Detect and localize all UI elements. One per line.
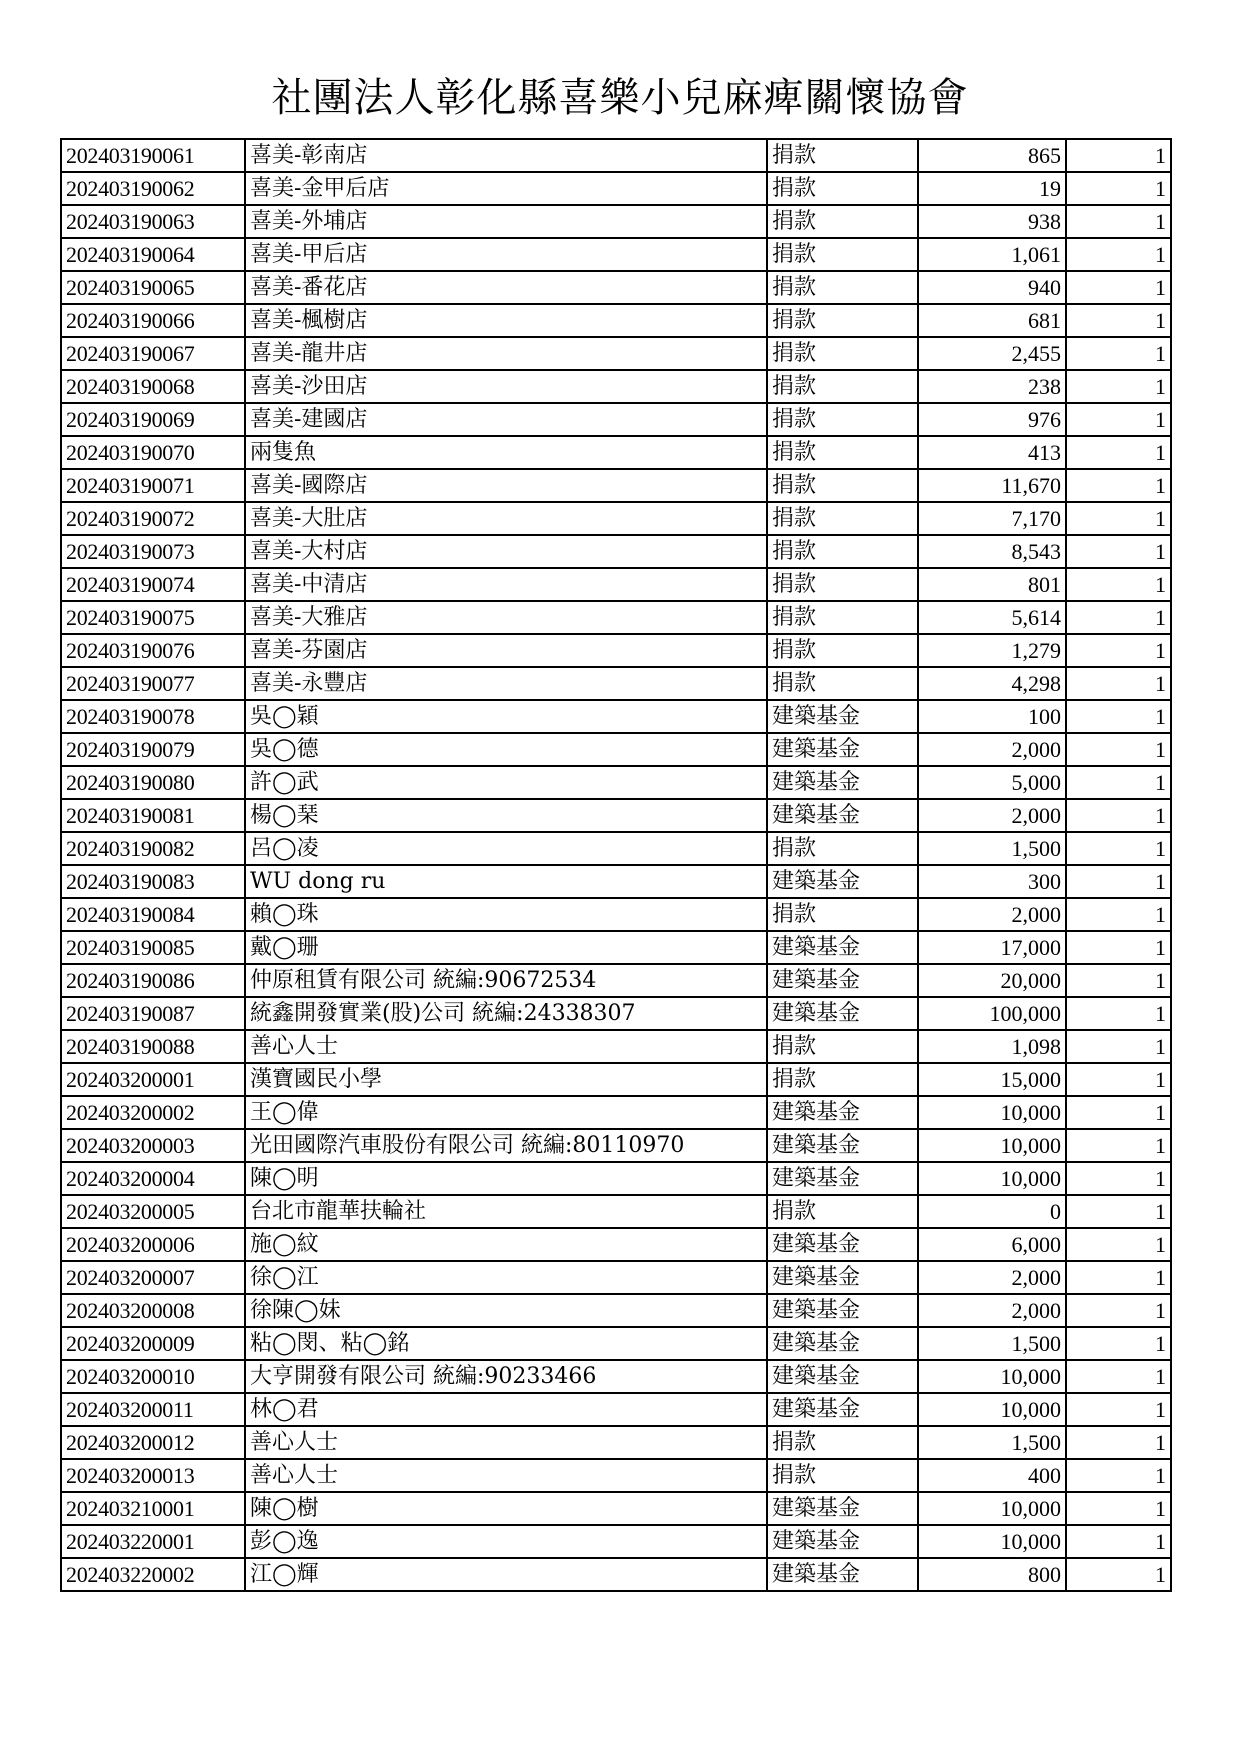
donation-type: 捐款 [767, 403, 918, 436]
table-row [61, 205, 1171, 238]
donation-amount: 413 [918, 436, 1066, 469]
donor-name: 彭◯逸 [245, 1525, 767, 1558]
receipt-number: 202403200004 [61, 1162, 245, 1195]
receipt-number: 202403190085 [61, 931, 245, 964]
donation-amount: 10,000 [918, 1096, 1066, 1129]
donation-type: 建築基金 [767, 1129, 918, 1162]
donation-type: 捐款 [767, 469, 918, 502]
donation-quantity: 1 [1066, 832, 1171, 865]
receipt-number: 202403190075 [61, 601, 245, 634]
donation-type: 捐款 [767, 1195, 918, 1228]
donation-type: 捐款 [767, 535, 918, 568]
receipt-number: 202403220002 [61, 1558, 245, 1591]
donation-type: 捐款 [767, 634, 918, 667]
donation-type: 建築基金 [767, 1558, 918, 1591]
donation-type: 捐款 [767, 271, 918, 304]
donation-quantity: 1 [1066, 1063, 1171, 1096]
donation-type: 建築基金 [767, 865, 918, 898]
donation-quantity: 1 [1066, 1030, 1171, 1063]
table-row [61, 799, 1171, 832]
donation-quantity: 1 [1066, 700, 1171, 733]
donor-name: 粘◯閔、粘◯銘 [245, 1327, 767, 1360]
donation-quantity: 1 [1066, 1558, 1171, 1591]
donation-quantity: 1 [1066, 634, 1171, 667]
donor-name: 楊◯琹 [245, 799, 767, 832]
donation-type: 建築基金 [767, 1327, 918, 1360]
donation-type: 建築基金 [767, 1294, 918, 1327]
donation-type: 捐款 [767, 172, 918, 205]
donation-quantity: 1 [1066, 568, 1171, 601]
table-row [61, 931, 1171, 964]
donation-amount: 10,000 [918, 1393, 1066, 1426]
donation-amount: 6,000 [918, 1228, 1066, 1261]
donor-name: 善心人士 [245, 1030, 767, 1063]
donation-quantity: 1 [1066, 1492, 1171, 1525]
donation-quantity: 1 [1066, 766, 1171, 799]
donor-name: 許◯武 [245, 766, 767, 799]
donor-name: 喜美-國際店 [245, 469, 767, 502]
donation-quantity: 1 [1066, 1228, 1171, 1261]
donation-quantity: 1 [1066, 469, 1171, 502]
receipt-number: 202403200008 [61, 1294, 245, 1327]
donor-name: 大亨開發有限公司 統編:90233466 [245, 1360, 767, 1393]
receipt-number: 202403200010 [61, 1360, 245, 1393]
donation-amount: 20,000 [918, 964, 1066, 997]
donation-type: 建築基金 [767, 1492, 918, 1525]
donor-name: 喜美-番花店 [245, 271, 767, 304]
donation-quantity: 1 [1066, 964, 1171, 997]
donor-name: 施◯紋 [245, 1228, 767, 1261]
donation-table [60, 138, 1172, 1592]
donation-amount: 17,000 [918, 931, 1066, 964]
receipt-number: 202403190083 [61, 865, 245, 898]
donation-amount: 1,500 [918, 1327, 1066, 1360]
donation-amount: 8,543 [918, 535, 1066, 568]
receipt-number: 202403190068 [61, 370, 245, 403]
donor-name: 喜美-金甲后店 [245, 172, 767, 205]
receipt-number: 202403200006 [61, 1228, 245, 1261]
table-row [61, 337, 1171, 370]
donation-type: 建築基金 [767, 997, 918, 1030]
donation-amount: 238 [918, 370, 1066, 403]
donation-amount: 10,000 [918, 1492, 1066, 1525]
donation-type: 建築基金 [767, 766, 918, 799]
donor-name: 陳◯樹 [245, 1492, 767, 1525]
donor-name: 台北市龍華扶輪社 [245, 1195, 767, 1228]
donor-name: 喜美-龍井店 [245, 337, 767, 370]
donation-type: 建築基金 [767, 733, 918, 766]
table-row [61, 634, 1171, 667]
donation-type: 捐款 [767, 1426, 918, 1459]
donation-amount: 5,614 [918, 601, 1066, 634]
table-row [61, 1360, 1171, 1393]
table-row [61, 1426, 1171, 1459]
donor-name: 戴◯珊 [245, 931, 767, 964]
table-row [61, 1525, 1171, 1558]
donor-name: 呂◯凌 [245, 832, 767, 865]
donor-name: 徐◯江 [245, 1261, 767, 1294]
donation-type: 建築基金 [767, 1393, 918, 1426]
donor-name: 王◯偉 [245, 1096, 767, 1129]
page-title: 社團法人彰化縣喜樂小兒麻痺關懷協會 [271, 75, 969, 121]
donation-quantity: 1 [1066, 1327, 1171, 1360]
donor-name: 兩隻魚 [245, 436, 767, 469]
table-row [61, 1393, 1171, 1426]
table-row [61, 1261, 1171, 1294]
table-row [61, 1129, 1171, 1162]
donor-name: WU dong ru [245, 865, 767, 898]
receipt-number: 202403200007 [61, 1261, 245, 1294]
donor-name: 喜美-楓樹店 [245, 304, 767, 337]
donation-quantity: 1 [1066, 733, 1171, 766]
table-row [61, 469, 1171, 502]
receipt-number: 202403190067 [61, 337, 245, 370]
receipt-number: 202403200003 [61, 1129, 245, 1162]
donation-amount: 2,000 [918, 733, 1066, 766]
receipt-number: 202403200001 [61, 1063, 245, 1096]
donation-amount: 2,000 [918, 1294, 1066, 1327]
donation-amount: 2,000 [918, 898, 1066, 931]
receipt-number: 202403190076 [61, 634, 245, 667]
donor-name: 統鑫開發實業(股)公司 統編:24338307 [245, 997, 767, 1030]
table-row [61, 1162, 1171, 1195]
table-row [61, 766, 1171, 799]
receipt-number: 202403190072 [61, 502, 245, 535]
table-row [61, 832, 1171, 865]
receipt-number: 202403200009 [61, 1327, 245, 1360]
donation-amount: 7,170 [918, 502, 1066, 535]
donation-type: 建築基金 [767, 799, 918, 832]
table-row [61, 403, 1171, 436]
donor-name: 喜美-芬園店 [245, 634, 767, 667]
receipt-number: 202403190082 [61, 832, 245, 865]
table-row [61, 436, 1171, 469]
table-row [61, 535, 1171, 568]
donation-type: 捐款 [767, 1030, 918, 1063]
donation-amount: 300 [918, 865, 1066, 898]
donation-type: 建築基金 [767, 1096, 918, 1129]
donor-name: 喜美-甲后店 [245, 238, 767, 271]
donor-name: 徐陳◯妹 [245, 1294, 767, 1327]
donation-type: 捐款 [767, 139, 918, 172]
table-row [61, 964, 1171, 997]
donation-quantity: 1 [1066, 931, 1171, 964]
donation-quantity: 1 [1066, 1096, 1171, 1129]
donation-type: 捐款 [767, 436, 918, 469]
table-row [61, 1228, 1171, 1261]
table-row [61, 898, 1171, 931]
table-row [61, 700, 1171, 733]
donation-quantity: 1 [1066, 1195, 1171, 1228]
donation-amount: 1,098 [918, 1030, 1066, 1063]
receipt-number: 202403190084 [61, 898, 245, 931]
table-row [61, 865, 1171, 898]
donation-type: 建築基金 [767, 931, 918, 964]
donation-type: 捐款 [767, 667, 918, 700]
receipt-number: 202403190065 [61, 271, 245, 304]
donation-amount: 801 [918, 568, 1066, 601]
donation-type: 捐款 [767, 304, 918, 337]
donor-name: 江◯輝 [245, 1558, 767, 1591]
donation-quantity: 1 [1066, 1426, 1171, 1459]
donor-name: 陳◯明 [245, 1162, 767, 1195]
donation-type: 建築基金 [767, 1162, 918, 1195]
donation-type: 捐款 [767, 205, 918, 238]
table-row [61, 304, 1171, 337]
donation-quantity: 1 [1066, 403, 1171, 436]
donor-name: 喜美-大肚店 [245, 502, 767, 535]
donation-amount: 865 [918, 139, 1066, 172]
table-row [61, 1459, 1171, 1492]
donation-quantity: 1 [1066, 139, 1171, 172]
donation-amount: 938 [918, 205, 1066, 238]
donation-amount: 4,298 [918, 667, 1066, 700]
donation-quantity: 1 [1066, 205, 1171, 238]
donation-type: 捐款 [767, 502, 918, 535]
receipt-number: 202403190081 [61, 799, 245, 832]
receipt-number: 202403200011 [61, 1393, 245, 1426]
donation-quantity: 1 [1066, 865, 1171, 898]
donation-quantity: 1 [1066, 1459, 1171, 1492]
receipt-number: 202403210001 [61, 1492, 245, 1525]
donation-amount: 1,500 [918, 1426, 1066, 1459]
donor-name: 善心人士 [245, 1459, 767, 1492]
donation-type: 建築基金 [767, 1360, 918, 1393]
donor-name: 喜美-大村店 [245, 535, 767, 568]
donation-amount: 976 [918, 403, 1066, 436]
receipt-number: 202403190074 [61, 568, 245, 601]
receipt-number: 202403190061 [61, 139, 245, 172]
receipt-number: 202403190062 [61, 172, 245, 205]
table-row [61, 238, 1171, 271]
donation-type: 捐款 [767, 1063, 918, 1096]
receipt-number: 202403190063 [61, 205, 245, 238]
table-row [61, 271, 1171, 304]
donor-name: 喜美-沙田店 [245, 370, 767, 403]
donation-amount: 2,455 [918, 337, 1066, 370]
donation-quantity: 1 [1066, 1162, 1171, 1195]
donation-amount: 0 [918, 1195, 1066, 1228]
receipt-number: 202403190079 [61, 733, 245, 766]
donor-name: 賴◯珠 [245, 898, 767, 931]
table-row [61, 1063, 1171, 1096]
donor-name: 喜美-外埔店 [245, 205, 767, 238]
donation-type: 捐款 [767, 337, 918, 370]
donation-amount: 11,670 [918, 469, 1066, 502]
donation-amount: 2,000 [918, 1261, 1066, 1294]
donation-type: 捐款 [767, 238, 918, 271]
table-row [61, 172, 1171, 205]
donation-amount: 1,061 [918, 238, 1066, 271]
donor-name: 喜美-彰南店 [245, 139, 767, 172]
donor-name: 仲原租賃有限公司 統編:90672534 [245, 964, 767, 997]
donation-quantity: 1 [1066, 997, 1171, 1030]
table-row [61, 997, 1171, 1030]
donation-quantity: 1 [1066, 1360, 1171, 1393]
donation-amount: 10,000 [918, 1525, 1066, 1558]
donation-amount: 10,000 [918, 1360, 1066, 1393]
donation-quantity: 1 [1066, 799, 1171, 832]
receipt-number: 202403190086 [61, 964, 245, 997]
receipt-number: 202403190064 [61, 238, 245, 271]
receipt-number: 202403190071 [61, 469, 245, 502]
donation-quantity: 1 [1066, 271, 1171, 304]
donation-quantity: 1 [1066, 1525, 1171, 1558]
receipt-number: 202403200013 [61, 1459, 245, 1492]
donation-quantity: 1 [1066, 502, 1171, 535]
donation-amount: 2,000 [918, 799, 1066, 832]
donation-amount: 800 [918, 1558, 1066, 1591]
donor-name: 光田國際汽車股份有限公司 統編:80110970 [245, 1129, 767, 1162]
donation-amount: 1,500 [918, 832, 1066, 865]
donor-name: 林◯君 [245, 1393, 767, 1426]
table-row [61, 139, 1171, 172]
donation-quantity: 1 [1066, 898, 1171, 931]
table-row [61, 502, 1171, 535]
donor-name: 吳◯德 [245, 733, 767, 766]
donation-type: 建築基金 [767, 1228, 918, 1261]
donation-quantity: 1 [1066, 238, 1171, 271]
donor-name: 喜美-大雅店 [245, 601, 767, 634]
donor-name: 吳◯穎 [245, 700, 767, 733]
donation-quantity: 1 [1066, 1129, 1171, 1162]
table-row [61, 1195, 1171, 1228]
donation-amount: 10,000 [918, 1129, 1066, 1162]
receipt-number: 202403190066 [61, 304, 245, 337]
receipt-number: 202403190069 [61, 403, 245, 436]
donation-type: 捐款 [767, 370, 918, 403]
donation-type: 建築基金 [767, 1261, 918, 1294]
receipt-number: 202403220001 [61, 1525, 245, 1558]
donation-type: 建築基金 [767, 964, 918, 997]
donation-amount: 400 [918, 1459, 1066, 1492]
table-row [61, 601, 1171, 634]
donation-quantity: 1 [1066, 1294, 1171, 1327]
donation-type: 建築基金 [767, 1525, 918, 1558]
donation-quantity: 1 [1066, 667, 1171, 700]
donor-name: 喜美-建國店 [245, 403, 767, 436]
donation-type: 捐款 [767, 601, 918, 634]
table-row [61, 1558, 1171, 1591]
donation-amount: 681 [918, 304, 1066, 337]
donation-amount: 10,000 [918, 1162, 1066, 1195]
table-row [61, 1096, 1171, 1129]
table-row [61, 568, 1171, 601]
receipt-number: 202403190087 [61, 997, 245, 1030]
table-row [61, 667, 1171, 700]
donation-quantity: 1 [1066, 370, 1171, 403]
donation-type: 捐款 [767, 568, 918, 601]
table-row [61, 733, 1171, 766]
table-row [61, 1492, 1171, 1525]
donation-amount: 1,279 [918, 634, 1066, 667]
donation-type: 建築基金 [767, 700, 918, 733]
table-row [61, 1327, 1171, 1360]
receipt-number: 202403190080 [61, 766, 245, 799]
donation-type: 捐款 [767, 898, 918, 931]
receipt-number: 202403190077 [61, 667, 245, 700]
receipt-number: 202403190078 [61, 700, 245, 733]
donation-quantity: 1 [1066, 1261, 1171, 1294]
donation-quantity: 1 [1066, 337, 1171, 370]
donation-amount: 100,000 [918, 997, 1066, 1030]
table-row [61, 1030, 1171, 1063]
donation-quantity: 1 [1066, 436, 1171, 469]
donor-name: 漢寶國民小學 [245, 1063, 767, 1096]
donation-quantity: 1 [1066, 601, 1171, 634]
donor-name: 善心人士 [245, 1426, 767, 1459]
donor-name: 喜美-永豐店 [245, 667, 767, 700]
receipt-number: 202403200005 [61, 1195, 245, 1228]
donation-type: 捐款 [767, 832, 918, 865]
donation-amount: 940 [918, 271, 1066, 304]
donation-amount: 15,000 [918, 1063, 1066, 1096]
donation-amount: 5,000 [918, 766, 1066, 799]
donation-amount: 100 [918, 700, 1066, 733]
receipt-number: 202403200002 [61, 1096, 245, 1129]
receipt-number: 202403190088 [61, 1030, 245, 1063]
donation-quantity: 1 [1066, 535, 1171, 568]
receipt-number: 202403200012 [61, 1426, 245, 1459]
donation-table-body [61, 139, 1171, 1591]
donation-type: 捐款 [767, 1459, 918, 1492]
donation-quantity: 1 [1066, 304, 1171, 337]
donation-quantity: 1 [1066, 1393, 1171, 1426]
donor-name: 喜美-中清店 [245, 568, 767, 601]
receipt-number: 202403190073 [61, 535, 245, 568]
donation-amount: 19 [918, 172, 1066, 205]
receipt-number: 202403190070 [61, 436, 245, 469]
table-row [61, 1294, 1171, 1327]
table-row [61, 370, 1171, 403]
donation-quantity: 1 [1066, 172, 1171, 205]
